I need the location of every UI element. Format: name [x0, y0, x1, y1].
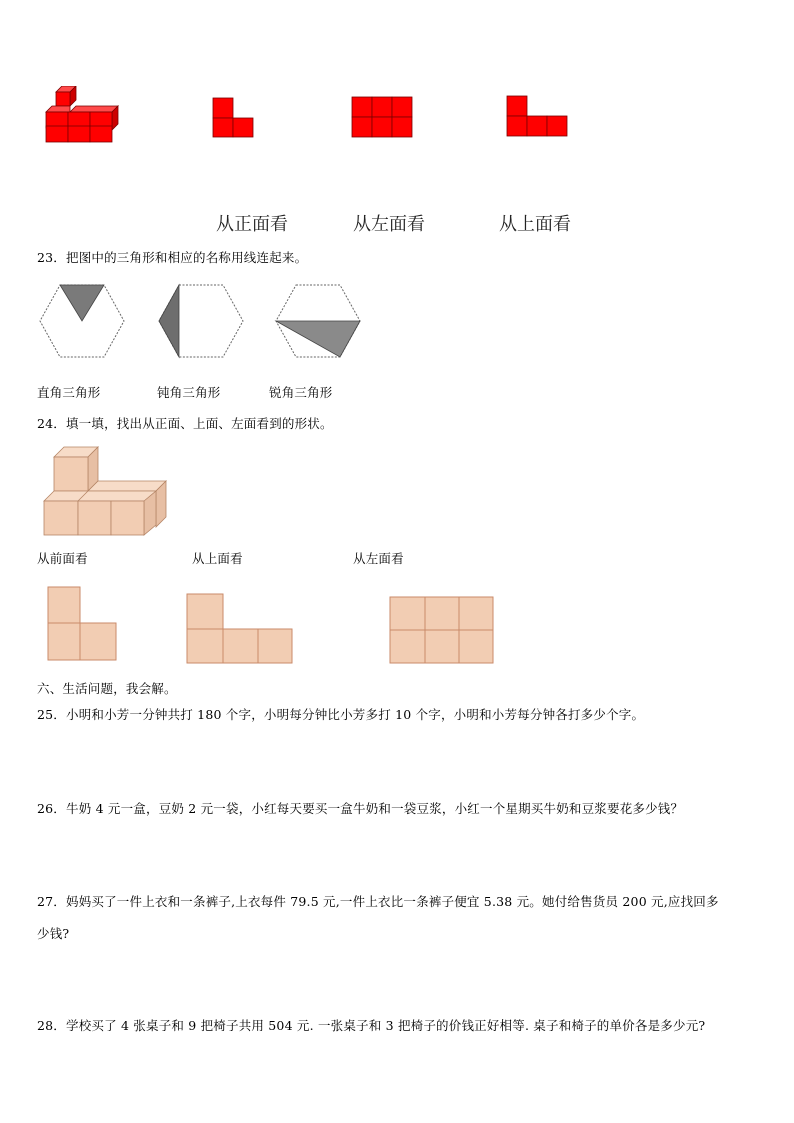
question-25-text: 25．小明和小芳一分钟共打 180 个字，小明每分钟比小芳多打 10 个字，小明和小芳每分钟各打多少个字。 — [37, 707, 645, 722]
hexagon-obtuse-triangle-figure — [157, 283, 245, 359]
section-6-heading: 六、生活问题，我会解。 — [37, 681, 177, 696]
name-right-triangle: 直角三角形 — [37, 385, 101, 400]
tan-view-top — [186, 593, 294, 665]
question-26-text: 26．牛奶 4 元一盒，豆奶 2 元一袋，小红每天要买一盒牛奶和一袋豆浆，小红一个星期买牛奶和豆浆要花多少钱？ — [37, 801, 684, 816]
question-24-text: 24．填一填，找出从正面、上面、左面看到的形状。 — [37, 416, 333, 431]
tan-view-left — [388, 596, 496, 666]
name-acute-triangle: 锐角三角形 — [269, 385, 333, 400]
red-view-top — [506, 95, 570, 139]
hexagon-right-triangle-figure — [38, 283, 126, 359]
name-obtuse-triangle: 钝角三角形 — [157, 385, 221, 400]
label-from-top: 从上面看 — [499, 214, 571, 235]
hexagon-acute-triangle-figure — [274, 283, 362, 359]
red-cube-solid-figure — [44, 86, 126, 146]
question-27-line1: 27．妈妈买了一件上衣和一条裤子,上衣每件 79.5 元,一件上衣比一条裤子便宜 5.38 元。她付给售货员 200 元,应找回多 — [37, 894, 719, 909]
question-23-text: 23．把图中的三角形和相应的名称用线连起来。 — [37, 250, 308, 265]
label-view-top: 从上面看 — [192, 551, 243, 566]
label-view-left: 从左面看 — [353, 551, 404, 566]
label-from-left: 从左面看 — [353, 214, 425, 235]
tan-view-front — [46, 585, 120, 663]
question-27-line2: 少钱? — [37, 926, 70, 941]
question-28-text: 28．学校买了 4 张桌子和 9 把椅子共用 504 元. 一张桌子和 3 把椅子的价钱正好相等. 桌子和椅子的单价各是多少元? — [37, 1018, 706, 1033]
label-from-front: 从正面看 — [216, 214, 288, 235]
red-view-left — [350, 96, 414, 140]
label-view-front: 从前面看 — [37, 551, 88, 566]
red-view-front — [212, 96, 256, 140]
tan-cube-solid-figure — [42, 445, 172, 537]
